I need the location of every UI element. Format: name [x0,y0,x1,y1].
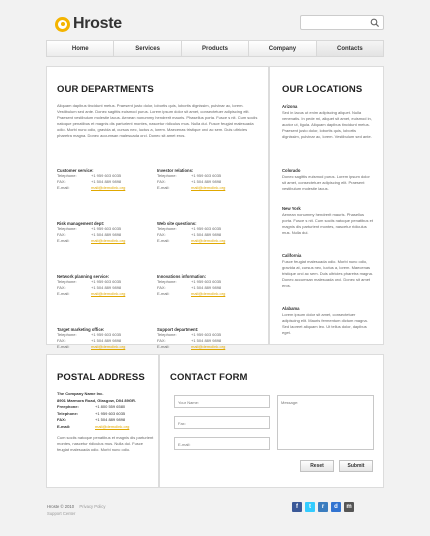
fax-value: +1 504 889 9898 [191,338,222,343]
address-value: +1 959 603 6035 [95,410,126,416]
location-text: Sed in lacus ut enim adipiscing aliquet. Nulla venenatis. In pede mi, aliquet sit amet, euismod in, auctor ut, ligula. Aliquam dapibus tincidunt metus. Praesent justo dolor, lobortis quis, lobortis dignissim, pulvinar ac, lorem. Vestibulum sed ante. [282,110,372,139]
tel-value: +1 959 603 6035 [191,226,222,231]
submit-button[interactable]: Submit [339,460,373,472]
location-name: Alabama [282,306,300,311]
brand-name: Hroste [73,15,122,32]
email-row [157,291,252,297]
locations-title: OUR LOCATIONS [282,84,363,95]
logo[interactable] [55,14,122,34]
email-row [157,344,252,350]
postal-title: POSTAL ADDRESS [57,372,145,383]
reset-button[interactable]: Reset [300,460,334,472]
location-text: Aenean nonummy hendrerit mauris. Phasellus porta. Fusce s nit. Cum sociis natoque penatibus et magnis dis parturient montes, nascetur ridiculus mus. Nulla dui. [282,212,373,235]
location-text: Fusce feugiat malesuada odio. Morbi nunc odio, gravida at, cursus nec, luctus a, lorem. Maecenas tristique orci ac sem. Duis ultricies pharetra magna. Donec accumsan malesuada orci. Donec sit amet eros. [282,259,373,288]
delicious-icon[interactable]: d [331,502,341,512]
twitter-icon[interactable]: t [305,502,315,512]
department-title: Customer service: [57,168,94,173]
tel-value: +1 959 603 6035 [191,332,222,337]
nav-home[interactable]: Home [47,41,114,56]
tel-label: Telephone: [157,226,177,231]
contact-title: CONTACT FORM [170,372,248,383]
email-label: E-mail: [157,185,170,190]
department-card [57,221,152,244]
location-text: Donec sagittis euismod purus. Lorem ipsum dolor sit amet, consectetuer adipiscing elit. Praesent vestibulum molestie lacus. [282,174,370,191]
location-text: Lorem ipsum dolor sit amet, consectetuer adipiscing elit. Mauris fermentum dictum magna. Sed laoreet aliquam leo. Ut tellus dolor, dapibus eget. [282,312,368,335]
department-title: Target marketing office: [57,327,105,332]
location-item [282,306,374,336]
email-label: E-mail: [157,344,170,349]
nav-products[interactable]: Products [182,41,249,56]
email-label: E-mail: [57,185,70,190]
email-link[interactable]: mail@demolink.org [91,238,126,243]
email-row [57,344,152,350]
fax-label: FAX: [57,179,66,184]
location-item [282,104,374,140]
department-title: Network planning service: [57,274,110,279]
tel-value: +1 959 603 6035 [191,173,222,178]
department-title: Web site questions: [157,221,197,226]
tel-value: +1 959 603 6035 [191,279,222,284]
fax-value: +1 504 889 9898 [91,232,122,237]
nav-services[interactable]: Services [114,41,181,56]
magnifier-icon[interactable] [370,18,380,28]
address-key: Freephone: [57,404,79,409]
departments-intro: Aliquam dapibus tincidunt metus. Praesent justo dolor, lobortis quis, lobortis dignissim, pulvinar ac, lorem. Vestibulum sed ante. Donec sagittis euismod purus. Lorem ipsum dolor sit amet, consectetuer adipiscing elit. Praesent vestibulum molestie lacus. Aenean nonummy hendrerit mauris. Phasellus porta. Fusce s nit. Cum sociis natoque penatibus et magnis dis parturient montes, nascetur ridiculus mus. Nulla dui. Fusce feugiat malesuada odio. Morbi nunc odio, gravida at, cursus nec, luctus a, lorem. Maecenas tristique orci ac sem. Duis ultricies pharetra magna. Donec accumsan malesuada orci. Donec sit amet eros. [57,103,258,138]
fax-label: FAX: [157,338,166,343]
department-title: Support department: [157,327,199,332]
email-row [157,185,252,191]
fax-value: +1 504 889 9898 [191,285,222,290]
department-card [157,221,252,244]
tel-label: Telephone: [57,332,77,337]
fax-label: FAX: [57,285,66,290]
address-value: +1 800 559 6580 [95,404,126,409]
email-link[interactable]: mail@demolink.org [91,291,126,296]
department-title: Innovations information: [157,274,207,279]
fax-field[interactable]: Fax: [174,416,270,429]
email-link[interactable]: mail@demolink.org [191,291,226,296]
locations-panel [269,66,384,345]
nav-company[interactable]: Company [249,41,316,56]
tel-label: Telephone: [57,279,77,284]
address-key: Telephone: [57,410,79,416]
location-name: Arizona [282,104,298,109]
department-title: Investor relations: [157,168,194,173]
fax-value: +1 504 889 9898 [191,179,222,184]
location-item [282,253,374,289]
email-link[interactable]: mail@demolink.org [91,185,126,190]
email-row [57,291,152,297]
fax-label: FAX: [157,179,166,184]
email-label: E-mail: [157,291,170,296]
message-field[interactable]: Message: [277,395,374,450]
location-item [282,168,374,192]
email-link[interactable]: mail@demolink.org [191,344,226,349]
privacy-link[interactable]: Privacy Policy [79,504,106,509]
department-card [157,327,252,350]
fax-label: FAX: [157,285,166,290]
email-link[interactable]: mail@demolink.org [91,344,126,349]
location-name: California [282,253,302,258]
social-links [292,502,354,512]
department-card [57,168,152,191]
email-label: E-mail: [157,238,170,243]
address-value: +1 504 889 9898 [95,417,126,422]
tel-value: +1 959 603 6035 [91,173,122,178]
location-item [282,206,374,236]
address-key: E-mail: [57,423,71,429]
fax-label: FAX: [157,232,166,237]
department-card [157,168,252,191]
department-card [57,327,152,350]
search-input[interactable] [300,15,384,30]
location-name: New York [282,206,301,211]
email-link[interactable]: mail@demolink.org [95,423,130,429]
department-title: Risk management dept: [57,221,105,226]
email-label: E-mail: [57,238,70,243]
company-name: The Company Name Inc. [57,391,104,396]
address-key: FAX: [57,417,67,422]
fax-label: FAX: [57,338,66,343]
fax-value: +1 504 889 9898 [91,285,122,290]
rss-icon[interactable]: r [318,502,328,512]
email-link[interactable]: mail@demolink.org [191,185,226,190]
mail-icon[interactable]: m [344,502,354,512]
tel-label: Telephone: [157,173,177,178]
street-address: 8901 Marmora Road, Glasgow, D04 89GR. [57,397,136,403]
nav-contacts[interactable]: Contacts [317,41,383,56]
main-nav [46,40,384,57]
footer-copyright-line [47,504,105,509]
tel-label: Telephone: [157,279,177,284]
email-label: E-mail: [57,291,70,296]
tel-value: +1 959 603 6035 [91,279,122,284]
fax-value: +1 504 889 9898 [91,179,122,184]
support-link[interactable]: Support Center [47,511,76,516]
postal-panel [46,354,159,488]
postal-note: Cum sociis natoque penatibus et magnis dis parturient montes, nascetur ridiculus mus. Nulla dui. Fusce feugiat malesuada odio. Morbi nunc odio. [57,435,154,452]
email-field[interactable]: E-mail: [174,437,270,450]
email-row [57,238,152,244]
tel-label: Telephone: [57,173,77,178]
departments-title: OUR DEPARTMENTS [57,84,154,95]
email-row [57,185,152,191]
fax-label: FAX: [57,232,66,237]
postal-block [57,391,155,453]
address-row [57,424,155,431]
location-name: Colorado [282,168,301,173]
footer-support-line [47,511,75,516]
email-label: E-mail: [57,344,70,349]
email-row [157,238,252,244]
copyright: Hroste © 2010 [47,504,75,509]
fax-value: +1 504 889 9898 [91,338,122,343]
tel-value: +1 959 603 6035 [91,226,122,231]
department-card [157,274,252,297]
tel-label: Telephone: [57,226,77,231]
departments-panel [46,66,269,349]
tel-label: Telephone: [157,332,177,337]
name-field[interactable]: Your Name: [174,395,270,408]
contact-panel [159,354,384,488]
email-link[interactable]: mail@demolink.org [191,238,226,243]
fax-value: +1 504 889 9898 [191,232,222,237]
department-card [57,274,152,297]
facebook-icon[interactable]: f [292,502,302,512]
tel-value: +1 959 603 6035 [91,332,122,337]
logo-mark-icon [55,17,70,32]
